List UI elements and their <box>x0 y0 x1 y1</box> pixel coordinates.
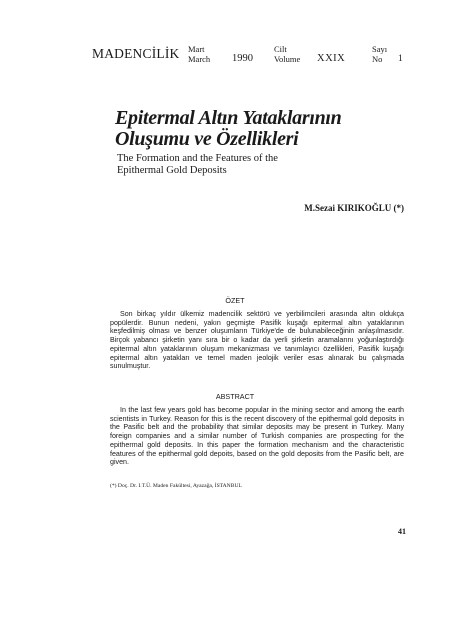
issue-number: 1 <box>398 54 403 64</box>
ozet-paragraph: Son birkaç yıldır ülkemiz madencilik sektörü ve yerbilimcileri arasında altın oldukça popülerdir. Bunun nedeni, yakın geçmişte Pasifik kuşağı epitermal altın yataklarının keşfedilmiş olması ve benzer oluşumların Türkiye'de de bulunabileceğinin anlaşılmasıdır. Birçok yabancı şirketin yanı sıra bir o kadar da yerli şirketin aramalarını yoğunlaştırdığı epitermal altın yataklarının oluşum mekanizması ve tanımlayıcı özellikleri, Pasifik kuşağı epitermal altın yatakları ve temel maden jeolojik veriler esas alınarak bu çalışmada sunulmuştur. <box>110 310 404 371</box>
author-name: M.Sezai KIRIKOĞLU (*) <box>304 203 404 213</box>
article-title-turkish <box>115 108 342 150</box>
title-en-line-2: Epithermal Gold Deposits <box>117 165 227 176</box>
title-line-1: Epitermal Altın Yataklarının <box>115 107 342 129</box>
month-en: March <box>188 54 211 64</box>
journal-name: MADENCİLİK <box>92 46 180 61</box>
abstract-body <box>110 406 404 467</box>
article-title-english <box>117 153 278 177</box>
ozet-heading: ÖZET <box>225 296 245 305</box>
month-tr: Mart <box>188 44 205 54</box>
year: 1990 <box>232 53 253 64</box>
abstract-heading: ABSTRACT <box>215 392 255 401</box>
month-label <box>188 44 210 64</box>
ozet-body <box>110 310 404 371</box>
author-footnote: (*) Doç. Dr. I.T.Ü. Maden Fakültesi, Ayazağa, İSTANBUL <box>110 483 242 489</box>
title-en-line-1: The Formation and the Features of the <box>117 153 278 164</box>
issue-label <box>372 44 387 64</box>
volume-en: Volume <box>274 54 301 64</box>
abstract-paragraph: In the last few years gold has become popular in the mining sector and among the earth scientists in Turkey. Reason for this is the recent discovery of the epithermal gold deposits in the Pasific belt and the probability that similar deposits may be present in Turkey. Many foreign companies and a similar number of Turkish companies are prospecting for the epithermal gold deposits. In this paper the formation mechanism and the characteristic features of the epithermal gold depoits, based on the gold deposits from the Pasific belt, are given. <box>110 406 404 467</box>
issue-tr: Sayı <box>372 44 388 54</box>
title-line-2: Oluşumu ve Özellikleri <box>115 128 299 150</box>
volume-label <box>274 44 300 64</box>
volume-tr: Cilt <box>274 44 287 54</box>
page-number: 41 <box>398 527 406 536</box>
issue-en: No <box>372 54 383 64</box>
volume-number: XXIX <box>317 53 346 64</box>
